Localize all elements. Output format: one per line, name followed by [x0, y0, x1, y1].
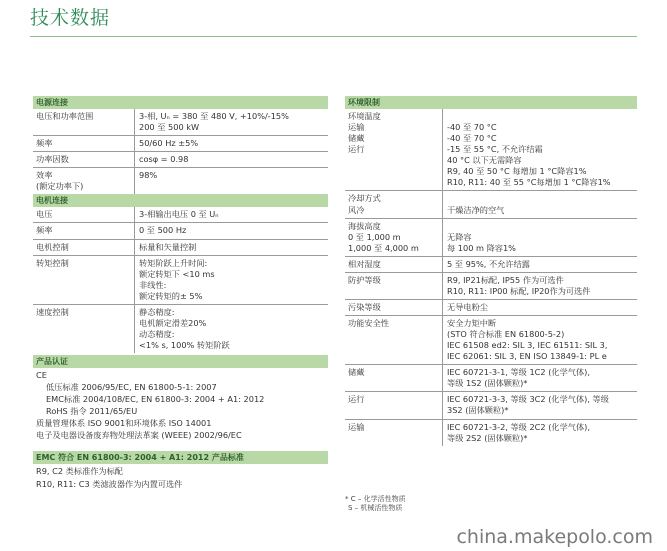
table-row — [345, 273, 637, 300]
value-line: 动态精度: — [139, 328, 175, 339]
value-line: -40 至 70 °C — [447, 122, 497, 133]
footnotes — [345, 495, 406, 514]
motor-table — [33, 207, 328, 353]
row-label — [33, 152, 135, 167]
row-value — [443, 392, 637, 418]
label-line: 电机控制 — [36, 241, 69, 252]
table-row — [345, 257, 637, 273]
value-line: R9, 40 至 50 °C 每增加 1 °C降容1% — [447, 166, 587, 177]
value-line: IEC 62061: SIL 3, EN ISO 13849-1: PL e — [447, 351, 607, 362]
value-line: 200 至 500 kW — [139, 122, 200, 133]
row-label — [33, 109, 135, 135]
row-label — [33, 136, 135, 151]
value-line: 40 °C 以下无需降容 — [447, 155, 522, 166]
row-value — [443, 219, 637, 256]
row-value — [135, 136, 328, 151]
right-column — [345, 96, 637, 446]
row-label — [33, 168, 135, 194]
row-label — [345, 420, 443, 446]
label-line: 运输 — [348, 421, 365, 432]
value-line: 静态精度: — [139, 306, 175, 317]
label-line: 相对湿度 — [348, 258, 381, 269]
row-label — [33, 207, 135, 222]
row-value — [443, 273, 637, 299]
value-line: IEC 60721-3-1, 等级 1C2 (化学气体), — [447, 367, 590, 378]
value-line: 每 100 m 降容1% — [447, 242, 516, 253]
label-line: 电压 — [36, 209, 53, 220]
table-row — [345, 316, 637, 365]
environment-table — [345, 109, 637, 446]
row-label — [33, 240, 135, 255]
label-line: 防护等级 — [348, 274, 381, 285]
row-label — [33, 223, 135, 238]
row-value — [443, 191, 637, 217]
table-row — [345, 109, 637, 191]
row-label — [345, 273, 443, 299]
row-label — [345, 191, 443, 217]
row-label — [33, 256, 135, 304]
value-line: 5 至 95%, 不允许结露 — [447, 258, 530, 269]
label-line: 运输 — [348, 122, 365, 133]
row-value — [443, 316, 637, 364]
label-line: 污染等级 — [348, 301, 381, 312]
value-line: 干燥洁净的空气 — [447, 204, 505, 215]
value-line: (STO 符合标准 EN 61800-5-2) — [447, 329, 565, 340]
value-line: R10, R11: 40 至 55 °C每增加 1 °C降容1% — [447, 177, 611, 188]
label-line: 储藏 — [348, 367, 365, 378]
value-line: 3-相输出电压 0 至 Uₙ — [139, 209, 219, 220]
table-row — [345, 300, 637, 316]
value-line: <1% s, 100% 转矩阶跃 — [139, 340, 230, 350]
table-row — [33, 109, 328, 136]
value-line: 转矩阶跃上升时间: — [139, 257, 208, 268]
value-line — [447, 111, 633, 122]
row-value — [443, 420, 637, 446]
label-line: 效率 — [36, 170, 53, 181]
label-line: 转矩控制 — [36, 257, 69, 268]
row-label — [345, 219, 443, 256]
value-line: 安全力矩中断 — [447, 318, 497, 328]
emc-list — [33, 464, 328, 491]
value-line: 非线性: — [139, 279, 167, 290]
table-row — [33, 168, 328, 194]
label-line: 储藏 — [348, 133, 365, 144]
footnote: S – 机械活性物质 — [348, 504, 403, 513]
value-line: 电机额定滑差20% — [139, 317, 207, 328]
label-line: 功率因数 — [36, 154, 69, 165]
cert-line: 电子及电器设备废弃物处理法革案 (WEEE) 2002/96/EC — [36, 430, 242, 441]
label-line: 运行 — [348, 144, 365, 155]
row-value — [443, 257, 637, 272]
table-row — [33, 207, 328, 223]
row-value — [135, 240, 328, 255]
emc-section-header: EMC 符合 EN 61800-3: 2004 + A1: 2012 产品标准 — [33, 451, 328, 464]
table-row — [33, 240, 328, 256]
row-value — [443, 109, 637, 190]
power-section-header: 电源连接 — [33, 96, 328, 109]
row-value — [135, 305, 328, 353]
value-line: IEC 60721-3-2, 等级 2C2 (化学气体), — [447, 421, 590, 432]
value-line: -15 至 55 °C, 不允许结霜 — [447, 144, 543, 155]
row-value — [135, 207, 328, 222]
value-line: R10, R11: IP00 标配, IP20作为可选件 — [447, 285, 591, 296]
label-line: 电压和功率范围 — [36, 111, 94, 121]
cert-line: CE — [36, 370, 47, 381]
value-line: IEC 61508 ed2: SIL 3, IEC 61511: SIL 3, — [447, 340, 608, 351]
value-line: 标量和矢量控制 — [139, 241, 197, 252]
row-label — [345, 392, 443, 418]
row-label — [33, 305, 135, 353]
value-line: R9, IP21标配, IP55 作为可选件 — [447, 274, 564, 285]
label-line: 频率 — [36, 225, 53, 236]
value-line: 3-相, Uₙ = 380 至 480 V, +10%/-15% — [139, 111, 289, 121]
value-line: 无降容 — [447, 231, 472, 242]
table-row — [345, 420, 637, 446]
cert-line: 低压标准 2006/95/EC, EN 61800-5-1: 2007 — [46, 382, 217, 393]
label-line: 1,000 至 4,000 m — [348, 242, 419, 253]
value-line: 98% — [139, 170, 158, 181]
value-line: 3S2 (固体颗粒)* — [447, 405, 509, 416]
value-line: 50/60 Hz ±5% — [139, 138, 199, 149]
value-line: -40 至 70 °C — [447, 133, 497, 144]
value-line: 等级 1S2 (固体颗粒)* — [447, 378, 528, 389]
label-line: 0 至 1,000 m — [348, 231, 401, 242]
page-title: 技术数据 — [30, 7, 111, 29]
value-line: IEC 60721-3-3, 等级 3C2 (化学气体), 等级 — [447, 394, 609, 405]
row-value — [135, 168, 328, 194]
row-label — [345, 300, 443, 315]
label-line: 海拔高度 — [348, 220, 381, 231]
row-value — [135, 152, 328, 167]
label-line: 功能安全性 — [348, 318, 389, 328]
row-label — [345, 257, 443, 272]
label-line: 冷却方式 — [348, 193, 381, 204]
environment-section-header: 环境限制 — [345, 96, 637, 109]
label-line: 频率 — [36, 138, 53, 149]
table-row — [345, 392, 637, 419]
label-line: 风冷 — [348, 204, 365, 215]
power-table — [33, 109, 328, 194]
value-line: 等级 2S2 (固体颗粒)* — [447, 432, 528, 443]
value-line: 额定转矩的± 5% — [139, 290, 203, 301]
table-row — [33, 256, 328, 305]
label-line: (额定功率下) — [36, 181, 84, 192]
row-label — [345, 316, 443, 364]
table-row — [33, 305, 328, 353]
label-line: 运行 — [348, 394, 365, 405]
table-row — [33, 223, 328, 239]
emc-line: R9, C2 类标准作为标配 — [36, 466, 123, 477]
emc-line: R10, R11: C3 类滤波器作为内置可选件 — [36, 478, 183, 489]
value-line: 额定转矩下 <10 ms — [139, 268, 215, 279]
watermark: china.makepolo.com — [456, 526, 653, 548]
motor-section-header: 电机连接 — [33, 194, 328, 207]
title-divider — [30, 36, 637, 37]
value-line — [447, 221, 633, 232]
cert-list — [33, 368, 328, 443]
table-row — [345, 219, 637, 257]
row-label — [345, 109, 443, 190]
label-line: 速度控制 — [36, 306, 69, 317]
table-row — [345, 365, 637, 392]
row-label — [345, 365, 443, 391]
row-value — [443, 300, 637, 315]
row-value — [443, 365, 637, 391]
value-line: 无导电粉尘 — [447, 301, 488, 312]
table-row — [33, 152, 328, 168]
row-value — [135, 109, 328, 135]
cert-line: 质量管理体系 ISO 9001和环境体系 ISO 14001 — [36, 418, 212, 429]
table-row — [33, 136, 328, 152]
row-value — [135, 256, 328, 304]
value-line: cosφ = 0.98 — [139, 154, 189, 165]
cert-line: EMC标准 2004/108/EC, EN 61800-3: 2004 + A1: 2012 — [46, 394, 265, 405]
value-line: 0 至 500 Hz — [139, 225, 187, 236]
value-line — [447, 193, 633, 204]
cert-line: RoHS 指令 2011/65/EU — [46, 406, 138, 417]
cert-section-header: 产品认证 — [33, 355, 328, 368]
left-column — [33, 96, 328, 492]
footnote: * C – 化学活性物质 — [345, 495, 406, 503]
table-row — [345, 191, 637, 218]
row-value — [135, 223, 328, 238]
label-line: 环境温度 — [348, 111, 381, 121]
